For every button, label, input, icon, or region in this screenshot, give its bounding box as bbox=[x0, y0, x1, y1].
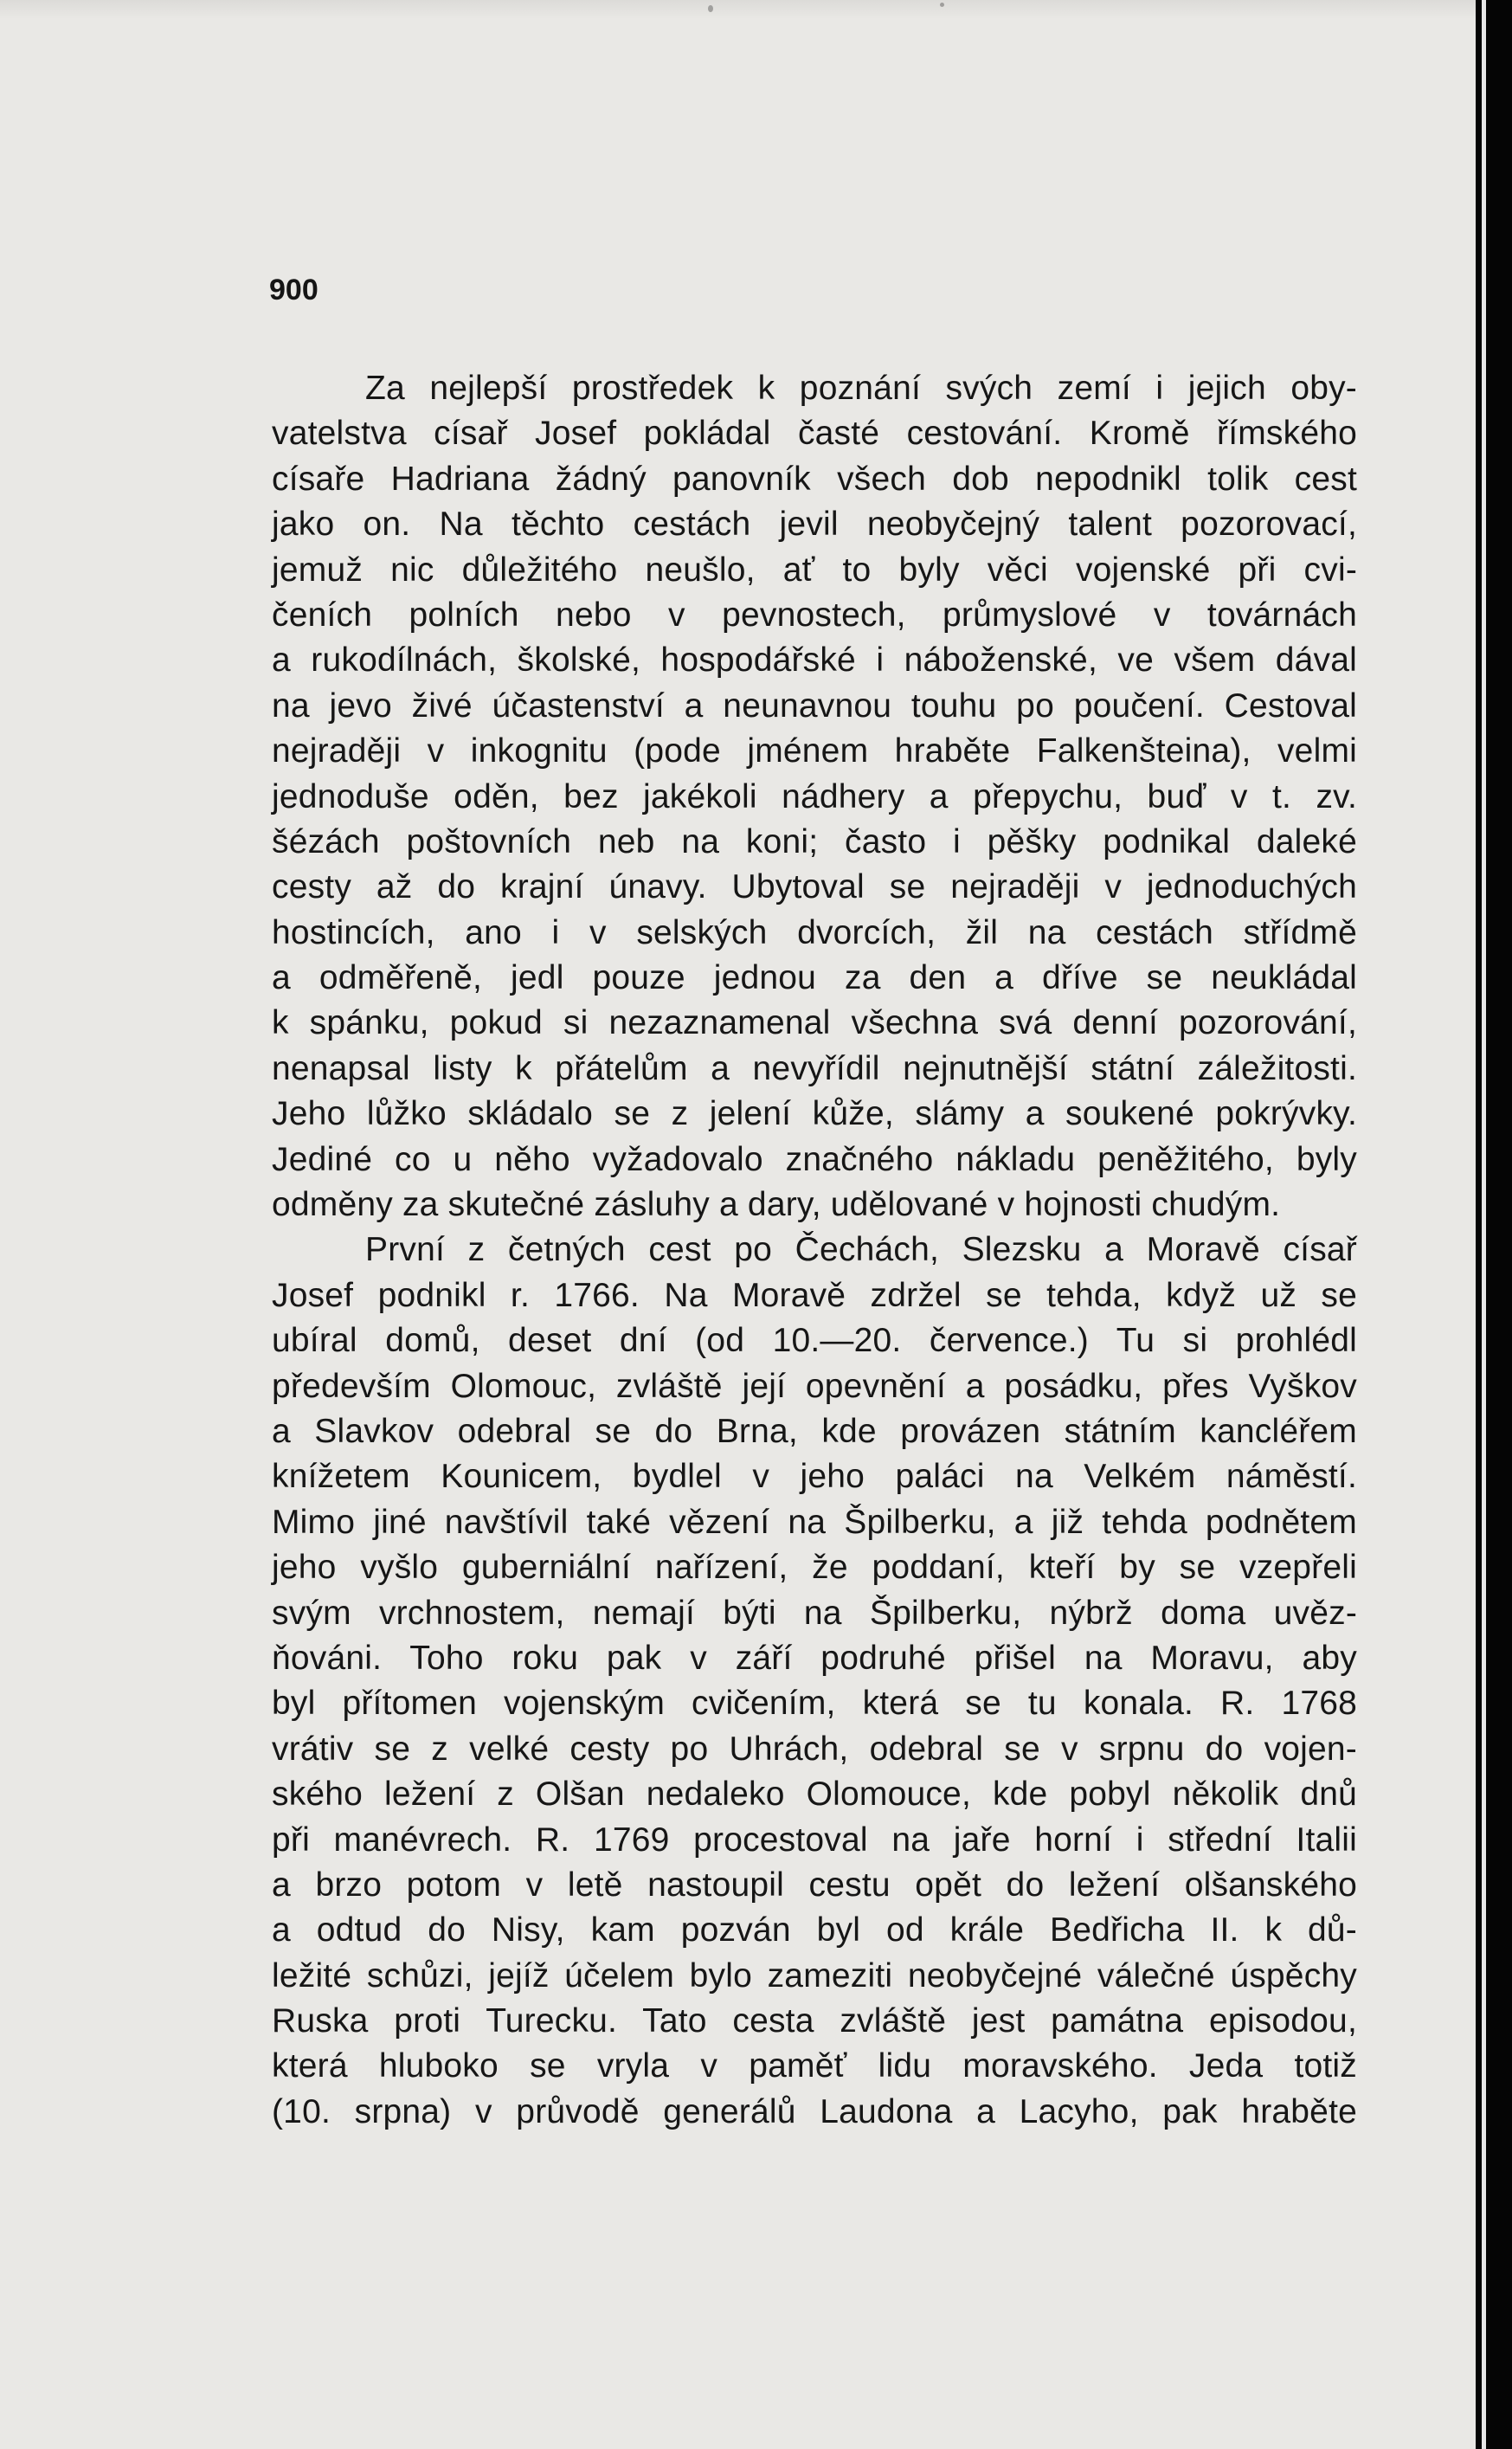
text-line: k spánku, pokud si nezaznamenal všechna svá denní pozorování, bbox=[272, 1004, 1357, 1042]
text-line: na jevo živé účastenství a neunavnou touhu po poučení. Cestoval bbox=[272, 686, 1357, 725]
text-line: Ruska proti Turecku. Tato cesta zvláště jest památna episodou, bbox=[272, 2002, 1357, 2040]
text-line: (10. srpna) v průvodě generálů Laudona a Lacyho, pak hraběte bbox=[272, 2092, 1357, 2130]
text-line: nejraději v inkognitu (pode jménem hraběte Falkenšteina), velmi bbox=[272, 732, 1357, 770]
text-line: První z četných cest po Čechách, Slezsku a Moravě císař bbox=[365, 1231, 1357, 1269]
text-line: ležité schůzi, jejíž účelem bylo zameziti neobyčejné válečné úspěchy bbox=[272, 1956, 1357, 1995]
text-line: byl přítomen vojenským cvičením, která se tu konala. R. 1768 bbox=[272, 1685, 1357, 1723]
text-line: odměny za skutečné zásluhy a dary, udělované v hojnosti chudým. bbox=[272, 1186, 1281, 1224]
text-line: při manévrech. R. 1769 procestoval na jaře horní i střední Italii bbox=[272, 1821, 1357, 1859]
text-line: jednoduše oděn, bez jakékoli nádhery a přepychu, buď v t. zv. bbox=[272, 777, 1357, 815]
text-line: Jediné co u něho vyžadovalo značného nákladu peněžitého, byly bbox=[272, 1140, 1357, 1178]
text-line: a brzo potom v letě nastoupil cestu opět do ležení olšanského bbox=[272, 1866, 1357, 1904]
text-line: Mimo jiné navštívil také vězení na Špilberku, a již tehda podnětem bbox=[272, 1503, 1357, 1541]
text-line: svým vrchnostem, nemají býti na Špilberku, nýbrž doma uvěz- bbox=[272, 1594, 1357, 1632]
body-text bbox=[272, 366, 1357, 2135]
text-line: především Olomouc, zvláště její opevnění a posádku, přes Vyškov bbox=[272, 1367, 1357, 1405]
text-line: ského ležení z Olšan nedaleko Olomouce, kde pobyl několik dnů bbox=[272, 1776, 1357, 1814]
text-line: jeho vyšlo guberniální nařízení, že poddaní, kteří by se vzepřeli bbox=[272, 1549, 1357, 1587]
page-top-shadow bbox=[0, 0, 1476, 19]
text-line: vatelstva císař Josef pokládal časté cestování. Kromě římského bbox=[272, 415, 1357, 453]
text-line: cesty až do krajní únavy. Ubytoval se nejraději v jednoduchých bbox=[272, 868, 1357, 906]
scan-border-line bbox=[1482, 0, 1486, 2449]
text-line: ubíral domů, deset dní (od 10.—20. července.) Tu si prohlédl bbox=[272, 1322, 1357, 1360]
text-line: a odměřeně, jedl pouze jednou za den a dříve se neukládal bbox=[272, 959, 1357, 997]
text-line: nenapsal listy k přátelům a nevyřídil nejnutnější státní záležitosti. bbox=[272, 1049, 1357, 1087]
text-line: a odtud do Nisy, kam pozván byl od krále Bedřicha II. k dů- bbox=[272, 1911, 1357, 1950]
text-line: jako on. Na těchto cestách jevil neobyčejný talent pozorovací, bbox=[272, 506, 1357, 544]
text-line: hostincích, ano i v selských dvorcích, žil na cestách střídmě bbox=[272, 913, 1357, 951]
text-line: jemuž nic důležitého neušlo, ať to byly věci vojenské při cvi- bbox=[272, 551, 1357, 589]
page-number: 900 bbox=[269, 274, 318, 306]
text-line: knížetem Kounicem, bydlel v jeho paláci na Velkém náměstí. bbox=[272, 1458, 1357, 1496]
text-line: Jeho lůžko skládalo se z jelení kůže, slámy a soukené pokrývky. bbox=[272, 1095, 1357, 1133]
text-line: ňováni. Toho roku pak v září podruhé přišel na Moravu, aby bbox=[272, 1639, 1357, 1677]
text-line: a rukodílnách, školské, hospodářské i náboženské, ve všem dával bbox=[272, 641, 1357, 680]
text-line: císaře Hadriana žádný panovník všech dob nepodnikl tolik cest bbox=[272, 460, 1357, 498]
text-line: vrátiv se z velké cesty po Uhrách, odebral se v srpnu do vojen- bbox=[272, 1730, 1357, 1768]
text-line: a Slavkov odebral se do Brna, kde provázen státním kancléřem bbox=[272, 1412, 1357, 1450]
text-line: která hluboko se vryla v paměť lidu moravského. Jeda totiž bbox=[272, 2047, 1357, 2085]
ink-speck bbox=[940, 3, 944, 7]
text-line: čeních polních nebo v pevnostech, průmyslové v továrnách bbox=[272, 596, 1357, 634]
text-line: šézách poštovních neb na koni; často i pěšky podnikal daleké bbox=[272, 822, 1357, 860]
ink-speck bbox=[708, 5, 713, 12]
text-line: Josef podnikl r. 1766. Na Moravě zdržel se tehda, když už se bbox=[272, 1276, 1357, 1314]
text-line: Za nejlepší prostředek k poznání svých zemí i jejich oby- bbox=[365, 370, 1357, 407]
